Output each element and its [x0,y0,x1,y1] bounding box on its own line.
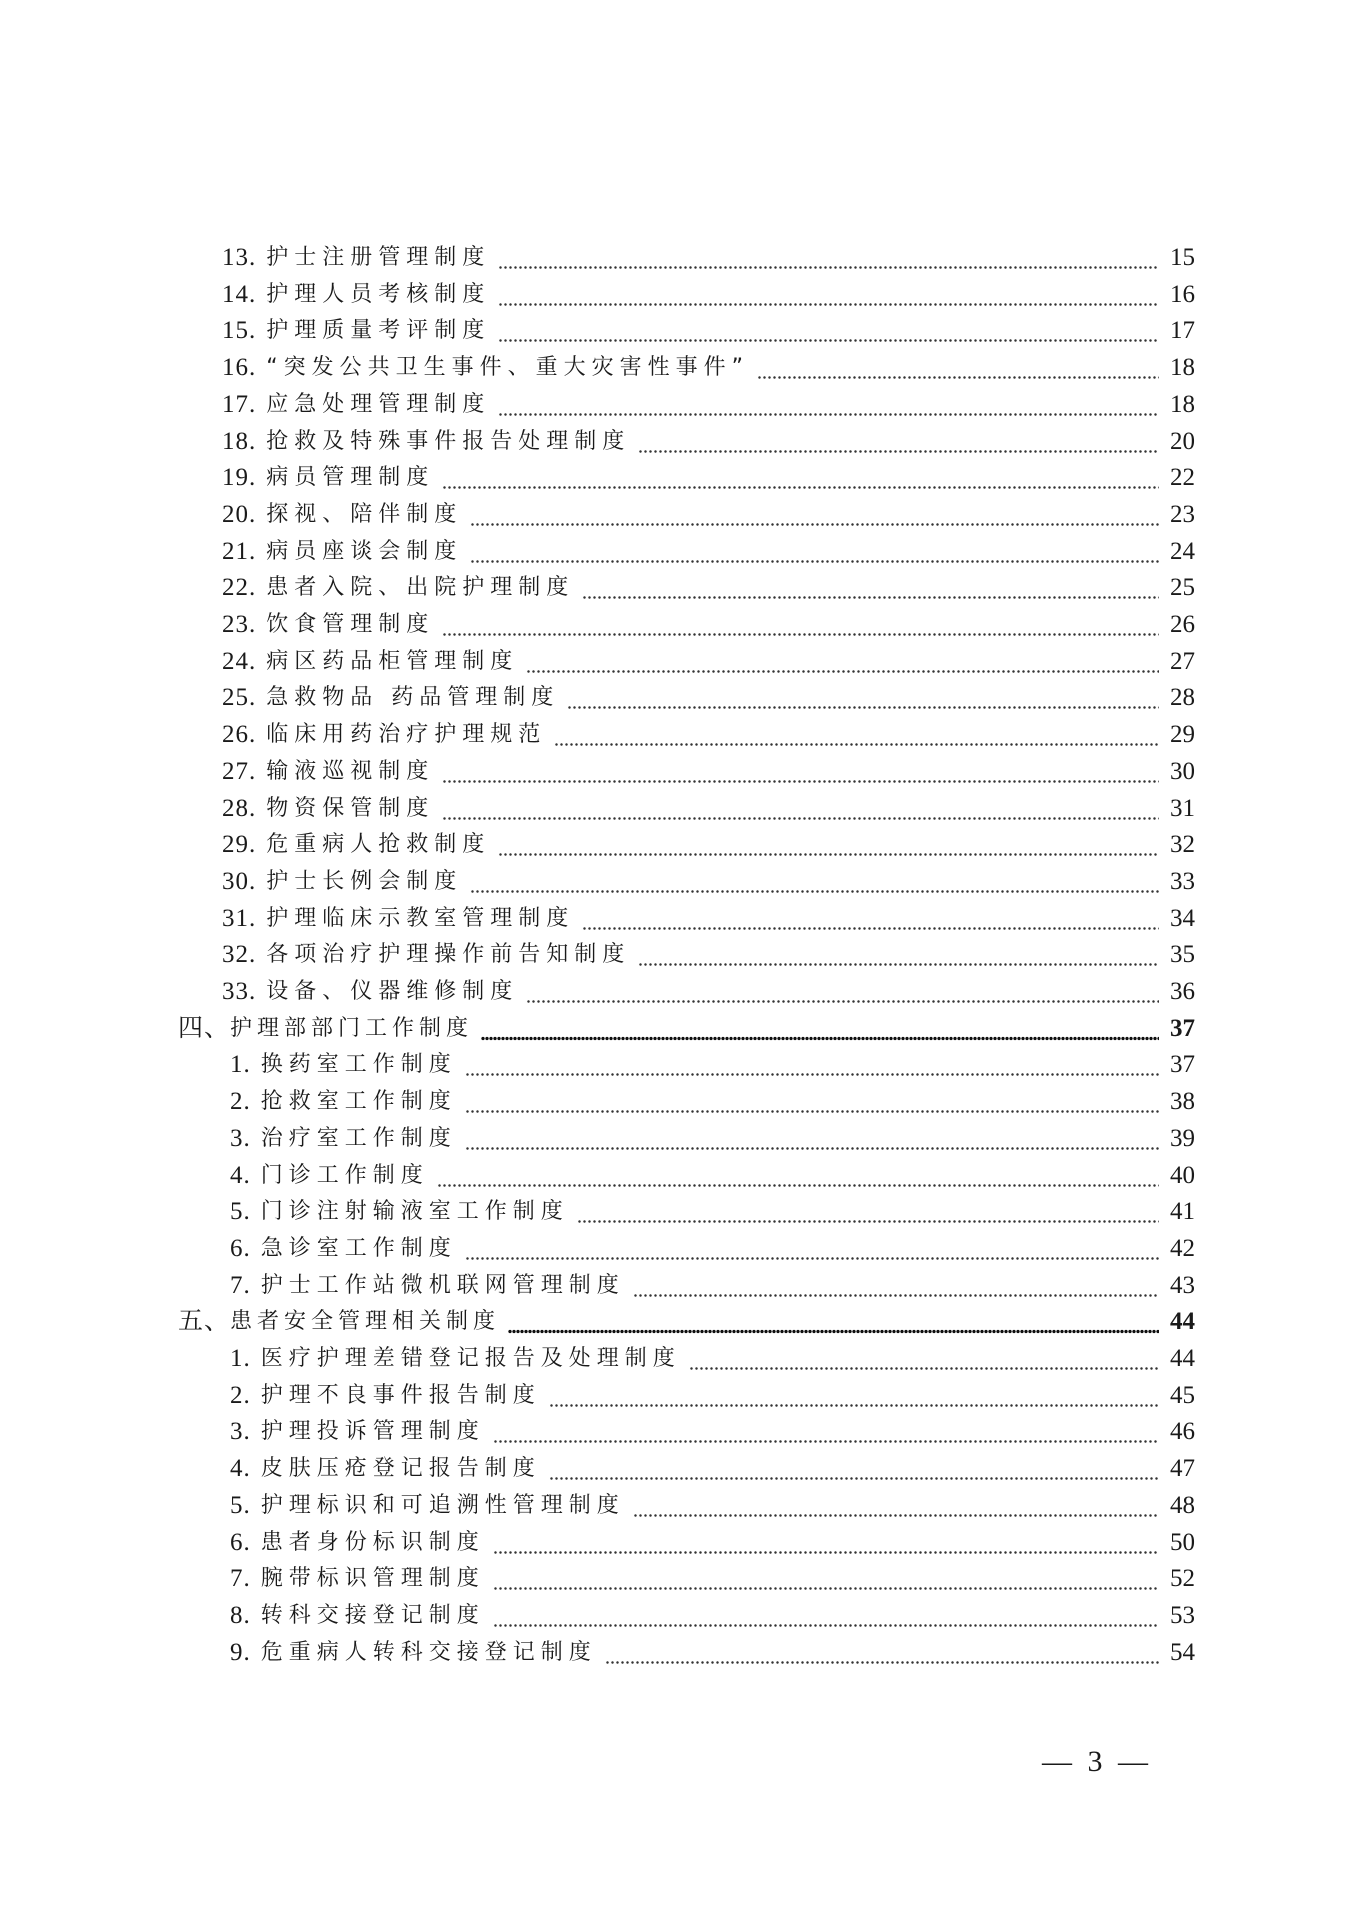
toc-entry [222,1265,1195,1301]
toc-entry [222,934,1195,970]
toc-entry [222,788,1195,824]
dot-leader [582,573,1159,603]
toc-entry-page-number: 26 [1170,611,1195,638]
toc-entry [222,274,1195,310]
toc-entry-number: 28. [222,795,257,822]
toc-entry-page-number: 24 [1170,538,1195,565]
toc-entry-number: 32. [222,941,257,968]
toc-entry-page-number: 27 [1170,648,1195,675]
toc-entry-number: 31. [222,905,257,932]
toc-entry [222,494,1195,530]
dot-leader [689,1344,1159,1374]
toc-entry-page-number: 23 [1170,501,1195,528]
toc-entry-page-number: 52 [1170,1565,1195,1592]
dot-leader [605,1638,1159,1668]
toc-entry-page-number: 31 [1170,795,1195,822]
toc-entry-number: 9. [230,1639,251,1666]
toc-entry-number: 27. [222,758,257,785]
toc-entry [222,384,1195,420]
toc-entry-number: 4. [230,1455,251,1482]
page-number-footer: — 3 — [1042,1745,1152,1778]
toc-entry-number: 7. [230,1272,251,1299]
toc-entry-title: 腕带标识管理制度 [260,1566,485,1591]
toc-section-heading [178,1008,1195,1044]
toc-entry-number: 五、 [178,1308,231,1335]
toc-entry-title: 护理标识和可追溯性管理制度 [260,1493,625,1518]
toc-entry-title: 病区药品柜管理制度 [266,649,519,674]
toc-entry-number: 21. [222,538,257,565]
toc-entry-page-number: 16 [1170,281,1195,308]
toc-entry-page-number: 29 [1170,721,1195,748]
dot-leader [526,977,1159,1007]
dot-leader [577,1197,1159,1227]
toc-entry-title: 抢救室工作制度 [260,1089,457,1114]
toc-entry-page-number: 37 [1170,1015,1195,1042]
toc-entry-page-number: 44 [1170,1345,1195,1372]
dot-leader [549,1381,1159,1411]
toc-entry-page-number: 15 [1170,244,1195,271]
toc-entry-title: 输液巡视制度 [266,759,435,784]
toc-entry [222,1081,1195,1117]
toc-entry-page-number: 38 [1170,1088,1195,1115]
toc-entry-page-number: 25 [1170,574,1195,601]
toc-entry-number: 22. [222,574,257,601]
toc-entry-page-number: 30 [1170,758,1195,785]
toc-entry-title: 转科交接登记制度 [260,1603,485,1628]
toc-entry-number: 5. [230,1198,251,1225]
toc-entry-title: 急救物品 药品管理制度 [266,685,560,710]
toc-entry-title: 探视、陪伴制度 [266,502,463,527]
toc-entry-title: 各项治疗护理操作前告知制度 [266,942,631,967]
toc-entry-page-number: 50 [1170,1529,1195,1556]
toc-entry-page-number: 54 [1170,1639,1195,1666]
toc-entry-page-number: 45 [1170,1382,1195,1409]
toc-entry-title: 患者安全管理相关制度 [230,1309,501,1334]
dot-leader [442,757,1159,787]
toc-entry-page-number: 35 [1170,941,1195,968]
toc-entry-title: 医疗护理差错登记报告及处理制度 [260,1346,681,1371]
toc-entry-page-number: 22 [1170,464,1195,491]
toc-entry-page-number: 40 [1170,1162,1195,1189]
toc-entry-number: 3. [230,1418,251,1445]
dot-leader [498,390,1159,420]
toc-entry-number: 3. [230,1125,251,1152]
toc-entry-title: 护理部部门工作制度 [230,1016,474,1041]
toc-entry-number: 33. [222,978,257,1005]
toc-entry [222,567,1195,603]
toc-entry-number: 5. [230,1492,251,1519]
toc-entry-title: 物资保管制度 [266,796,435,821]
toc-entry [222,677,1195,713]
toc-entry-page-number: 20 [1170,428,1195,455]
toc-entry-title: 患者入院、出院护理制度 [266,575,575,600]
toc-entry-title: 护理质量考评制度 [266,318,491,343]
toc-entry-title: 病员座谈会制度 [266,539,463,564]
dot-leader [638,940,1159,970]
toc-entry-title: 护士注册管理制度 [266,245,491,270]
toc-entry [222,1595,1195,1631]
toc-entry-title: “突发公共卫生事件、重大灾害性事件” [266,355,750,380]
toc-entry-title: 护士长例会制度 [266,869,463,894]
toc-entry [222,531,1195,567]
toc-entry-title: 门诊工作制度 [260,1163,429,1188]
toc-entry-title: 临床用药治疗护理规范 [266,722,547,747]
toc-entry [222,1191,1195,1227]
toc-entry-title: 应急处理管理制度 [266,392,491,417]
toc-entry-number: 23. [222,611,257,638]
toc-entry-number: 29. [222,831,257,858]
toc-entry [222,604,1195,640]
toc-entry-number: 20. [222,501,257,528]
toc-entry-number: 四、 [178,1015,231,1042]
dot-leader [633,1491,1159,1521]
toc-entry [222,1522,1195,1558]
toc-entry-number: 30. [222,868,257,895]
toc-entry-page-number: 36 [1170,978,1195,1005]
toc-entry [222,1448,1195,1484]
toc-entry-title: 危重病人转科交接登记制度 [260,1640,597,1665]
toc-entry-number: 14. [222,281,257,308]
toc-entry [222,898,1195,934]
dot-leader [493,1528,1159,1558]
dot-leader [442,610,1159,640]
toc-entry-number: 2. [230,1382,251,1409]
toc-entry-page-number: 34 [1170,905,1195,932]
dot-leader [493,1417,1159,1447]
toc-entry-title: 护理投诉管理制度 [260,1419,485,1444]
dot-leader [498,243,1159,273]
dot-leader [567,683,1159,713]
toc-entry [222,1558,1195,1594]
toc-entry-number: 4. [230,1162,251,1189]
toc-entry-number: 19. [222,464,257,491]
toc-entry-number: 24. [222,648,257,675]
toc-entry-page-number: 44 [1170,1308,1195,1335]
toc-entry [222,1632,1195,1668]
toc-entry-page-number: 39 [1170,1125,1195,1152]
toc-entry [222,457,1195,493]
toc-entry-page-number: 41 [1170,1198,1195,1225]
toc-entry [222,1411,1195,1447]
toc-entry-number: 7. [230,1565,251,1592]
toc-entry-page-number: 46 [1170,1418,1195,1445]
toc-entry [222,751,1195,787]
toc-entry-number: 1. [230,1051,251,1078]
dot-leader [554,720,1159,750]
toc-entry-page-number: 18 [1170,391,1195,418]
toc-entry [222,1228,1195,1264]
toc-entry-title: 护理人员考核制度 [266,282,491,307]
toc-entry [222,824,1195,860]
toc-entry-number: 1. [230,1345,251,1372]
toc-entry [222,1118,1195,1154]
toc-entry-page-number: 18 [1170,354,1195,381]
dot-leader [498,316,1159,346]
dot-leader [493,1564,1159,1594]
dot-leader [465,1124,1159,1154]
toc-section-heading [178,1301,1195,1337]
toc-entry-number: 18. [222,428,257,455]
dot-leader [437,1161,1159,1191]
toc-entry-title: 饮食管理制度 [266,612,435,637]
dot-leader [633,1271,1159,1301]
toc-entry [222,1375,1195,1411]
toc-entry [222,971,1195,1007]
dot-leader [498,280,1159,310]
toc-entry-title: 护士工作站微机联网管理制度 [260,1273,625,1298]
toc-entry [222,714,1195,750]
dot-leader [549,1454,1159,1484]
dot-leader [470,537,1159,567]
dot-leader [470,500,1159,530]
toc-entry-title: 皮肤压疮登记报告制度 [260,1456,541,1481]
dot-leader [442,463,1159,493]
toc-entry-page-number: 17 [1170,317,1195,344]
dot-leader [582,904,1159,934]
dot-leader [470,867,1159,897]
dot-leader [493,1601,1159,1631]
dot-leader [508,1307,1159,1337]
toc-entry-title: 门诊注射输液室工作制度 [260,1199,569,1224]
toc-entry-title: 急诊室工作制度 [260,1236,457,1261]
toc-entry-number: 6. [230,1529,251,1556]
toc-entry-title: 护理临床示教室管理制度 [266,906,575,931]
toc-entry [222,1155,1195,1191]
toc-entry-page-number: 43 [1170,1272,1195,1299]
toc-entry-number: 15. [222,317,257,344]
toc-entry-number: 17. [222,391,257,418]
dot-leader [638,427,1159,457]
toc-entry-title: 治疗室工作制度 [260,1126,457,1151]
toc-entry-number: 26. [222,721,257,748]
toc-entry [222,1044,1195,1080]
toc-entry-number: 13. [222,244,257,271]
toc-entry-title: 设备、仪器维修制度 [266,979,519,1004]
toc-entry-page-number: 48 [1170,1492,1195,1519]
toc-entry-page-number: 42 [1170,1235,1195,1262]
toc-entry-number: 6. [230,1235,251,1262]
toc-entry-page-number: 33 [1170,868,1195,895]
toc-entry-number: 25. [222,684,257,711]
toc-entry [222,237,1195,273]
toc-entry [222,421,1195,457]
toc-entry-number: 2. [230,1088,251,1115]
dot-leader [465,1050,1159,1080]
toc-entry [222,861,1195,897]
dot-leader [757,353,1159,383]
dot-leader [442,794,1159,824]
toc-entry-page-number: 32 [1170,831,1195,858]
dot-leader [498,830,1159,860]
dot-leader [465,1234,1159,1264]
toc-entry-page-number: 53 [1170,1602,1195,1629]
toc-entry-number: 16. [222,354,257,381]
toc-entry-title: 抢救及特殊事件报告处理制度 [266,429,631,454]
toc-entry [222,1485,1195,1521]
toc-entry-title: 患者身份标识制度 [260,1530,485,1555]
toc-entry-page-number: 28 [1170,684,1195,711]
toc-entry-title: 危重病人抢救制度 [266,832,491,857]
dot-leader [526,647,1159,677]
toc-entry-title: 换药室工作制度 [260,1052,457,1077]
toc-entry [222,310,1195,346]
toc-entry [222,347,1195,383]
dot-leader [481,1014,1159,1044]
toc-entry-page-number: 47 [1170,1455,1195,1482]
dot-leader [465,1087,1159,1117]
toc-entry-number: 8. [230,1602,251,1629]
toc-entry-page-number: 37 [1170,1051,1195,1078]
toc-entry [222,1338,1195,1374]
toc-entry-title: 病员管理制度 [266,465,435,490]
toc-entry-title: 护理不良事件报告制度 [260,1383,541,1408]
toc-entry [222,641,1195,677]
